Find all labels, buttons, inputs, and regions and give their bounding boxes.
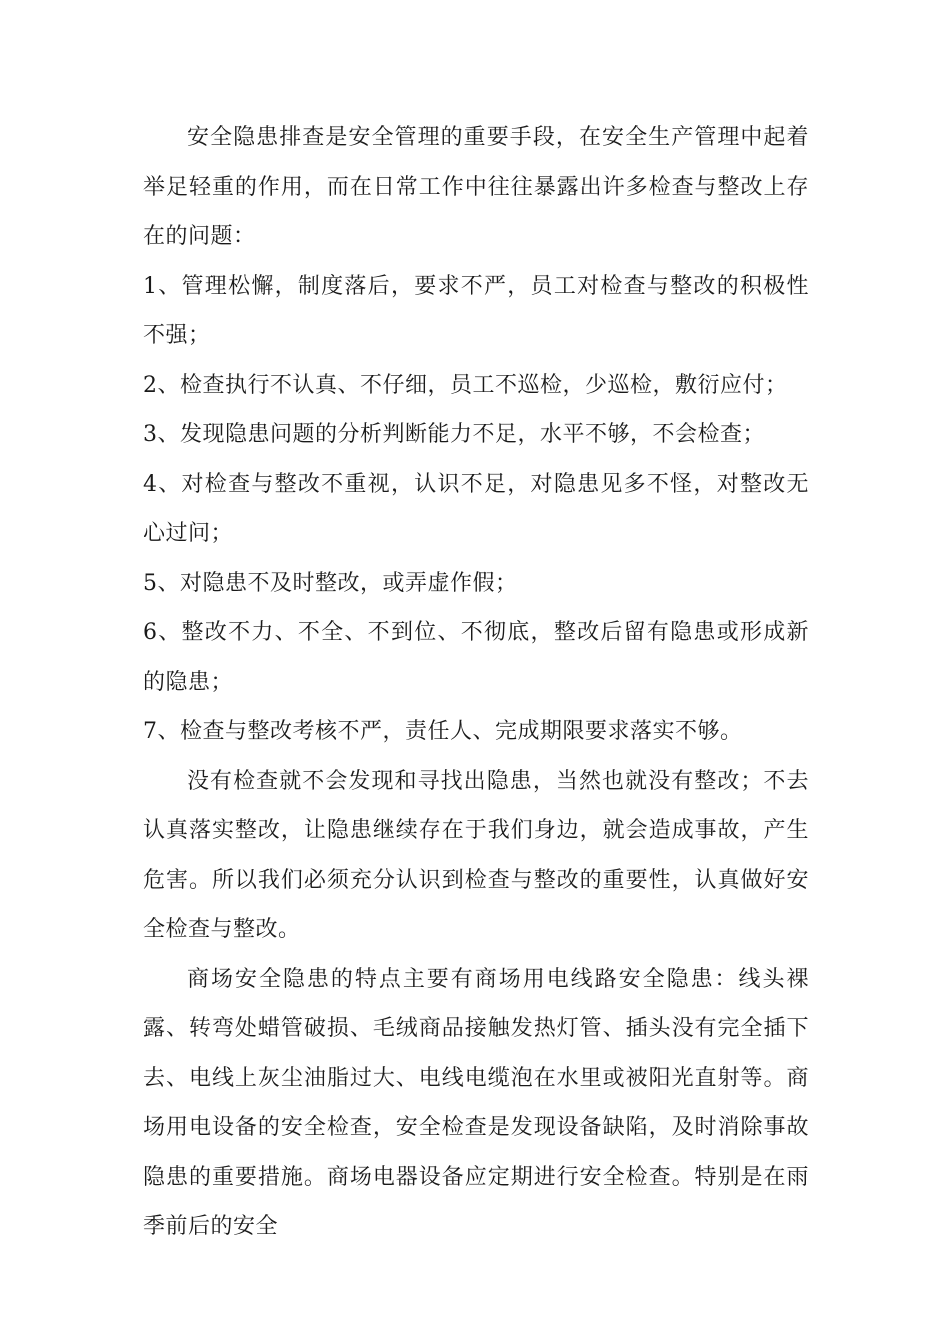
list-item-4: 4、对检查与整改不重视，认识不足，对隐患见多不怪，对整改无心过问；	[143, 471, 809, 546]
mall-hazards-paragraph: 商场安全隐患的特点主要有商场用电线路安全隐患：线头裸露、转弯处蜡管破损、毛绒商品接触发热灯管、插头没有完全插下去、电线上灰尘油脂过大、电线电缆泡在水里或被阳光直射等。商场用电设备的安全检查，安全检查是发现设备缺陷，及时消除事故隐患的重要措施。商场电器设备应定期进行安全检查。特别是在雨季前后的安全	[143, 966, 809, 1239]
list-item-1: 1、管理松懈，制度落后，要求不严，员工对检查与整改的积极性不强；	[143, 273, 809, 348]
intro-paragraph: 安全隐患排查是安全管理的重要手段，在安全生产管理中起着举足轻重的作用，而在日常工作中往往暴露出许多检查与整改上存在的问题：	[143, 125, 809, 249]
document-body	[143, 113, 809, 1252]
list-item-7: 7、检查与整改考核不严，责任人、完成期限要求落实不够。	[143, 719, 743, 744]
list-item-6: 6、整改不力、不全、不到位、不彻底，整改后留有隐患或形成新的隐患；	[143, 620, 809, 695]
list-item-3: 3、发现隐患问题的分析判断能力不足，水平不够，不会检查；	[143, 422, 765, 447]
list-item-5: 5、对隐患不及时整改，或弄虚作假；	[143, 570, 518, 596]
conclusion-paragraph: 没有检查就不会发现和寻找出隐患，当然也就没有整改；不去认真落实整改，让隐患继续存在于我们身边，就会造成事故，产生危害。所以我们必须充分认识到检查与整改的重要性，认真做好安全检查与整改。	[143, 768, 809, 942]
list-item-2: 2、检查执行不认真、不仔细，员工不巡检，少巡检，敷衍应付；	[143, 372, 788, 398]
